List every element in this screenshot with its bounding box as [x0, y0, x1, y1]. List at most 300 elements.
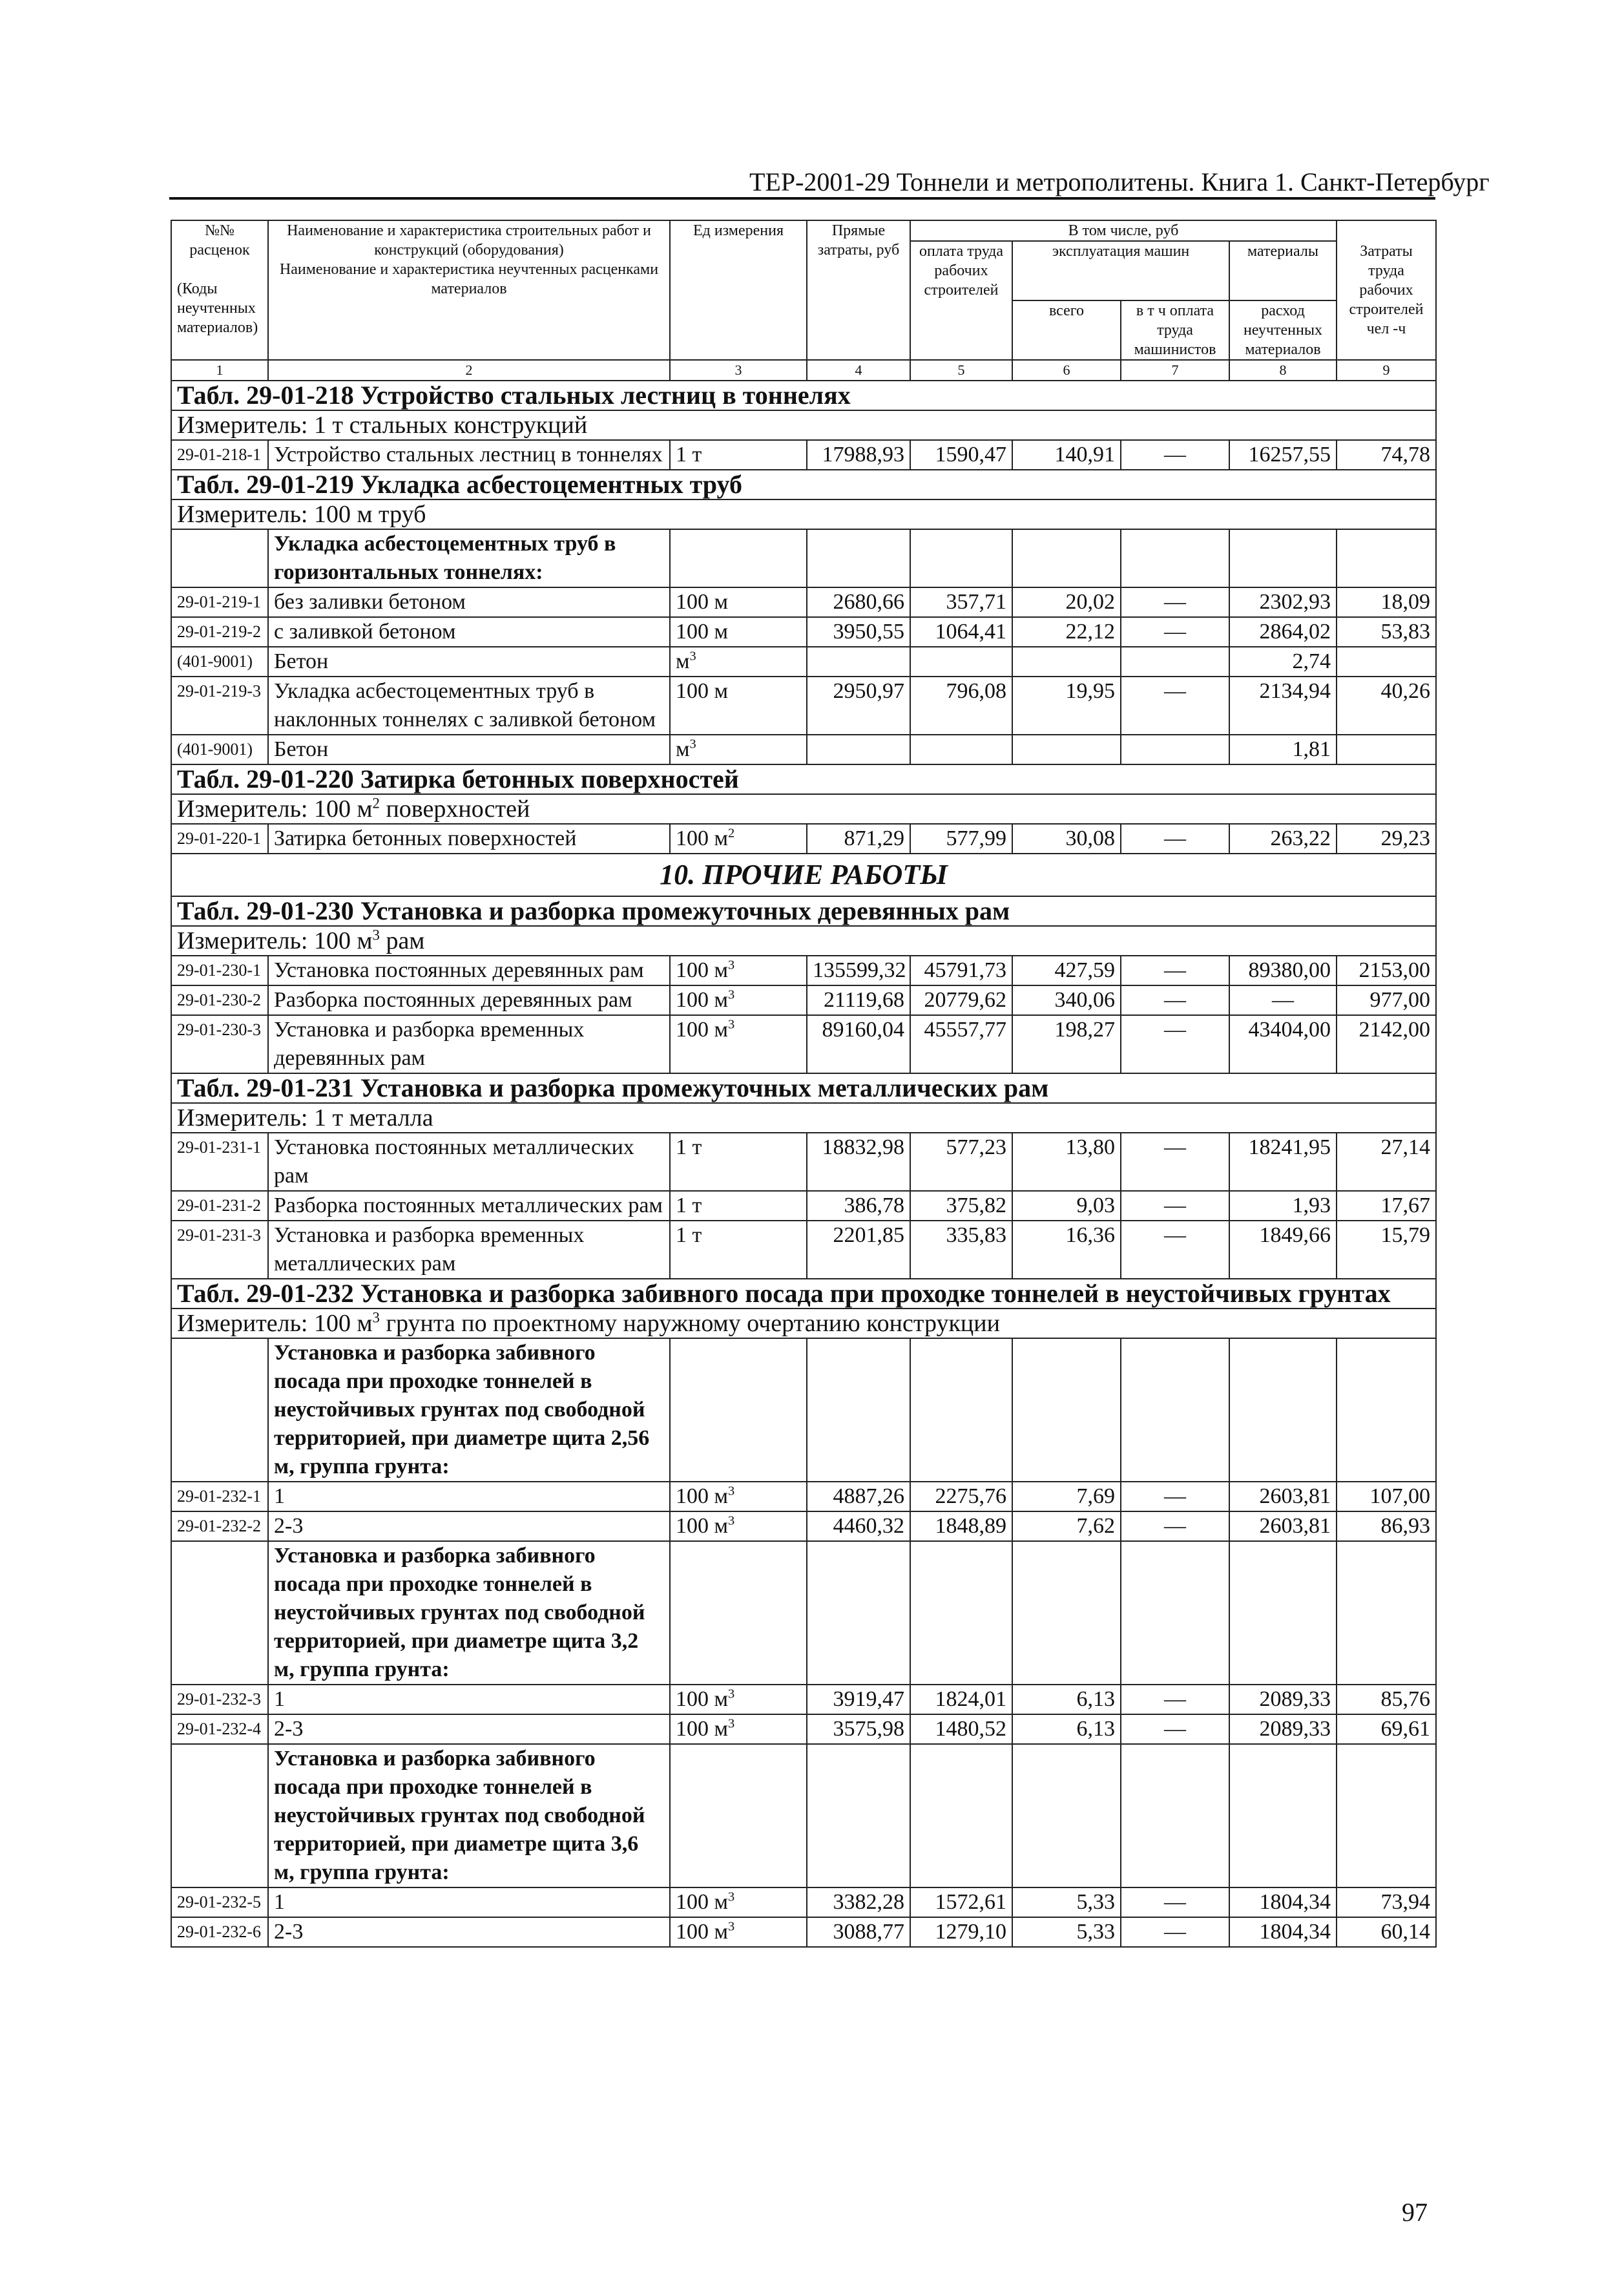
- unit-text: 100 м: [676, 1890, 729, 1914]
- table-row: [171, 1685, 1436, 1714]
- table-row: [171, 1015, 1436, 1073]
- rate-code: 29-01-231-2: [171, 1191, 268, 1221]
- direct-cost: 386,78: [807, 1191, 910, 1221]
- rate-code: 29-01-232-2: [171, 1511, 268, 1541]
- machines-total: 13,80: [1012, 1133, 1121, 1191]
- unit-text: 100 м: [676, 679, 729, 703]
- materials-cost: 1,81: [1229, 735, 1337, 764]
- header-direct-cost-column: Прямые затраты, руб: [807, 220, 910, 360]
- direct-cost: 135599,32: [807, 956, 910, 985]
- group-empty-cell: [1229, 1541, 1337, 1685]
- group-empty-cell: [670, 529, 807, 587]
- labor-hours: 107,00: [1337, 1482, 1436, 1511]
- materials-cost: 1,93: [1229, 1191, 1337, 1221]
- unit-text: 100 м: [676, 826, 729, 850]
- labor-hours: 27,14: [1337, 1133, 1436, 1191]
- direct-cost: 18832,98: [807, 1133, 910, 1191]
- machinists-pay: —: [1121, 1133, 1229, 1191]
- work-name: с заливкой бетоном: [268, 617, 670, 647]
- direct-cost: 21119,68: [807, 985, 910, 1015]
- measure-tail: грунта по проектному наружному очертанию конструкции: [379, 1310, 1000, 1337]
- unit-superscript: 3: [728, 1017, 735, 1032]
- unit-text: 100 м: [676, 1687, 729, 1711]
- labor-hours: 15,79: [1337, 1221, 1436, 1279]
- section-title: Табл. 29-01-232 Установка и разборка забивного посада при проходке тоннелей в неустойчивых грунтах: [171, 1279, 1436, 1309]
- measure-label: Измеритель: 100 м: [177, 1310, 373, 1337]
- measure-row: [171, 794, 1436, 824]
- work-name: Бетон: [268, 647, 670, 677]
- group-empty-cell: [1337, 1541, 1436, 1685]
- header-labor-pay-column: оплата труда рабочих строителей: [910, 241, 1012, 360]
- group-empty-cell: [807, 1338, 910, 1482]
- unit-cell: [670, 1221, 807, 1279]
- direct-cost: 871,29: [807, 824, 910, 854]
- machinists-pay: —: [1121, 1015, 1229, 1073]
- unit-cell: [670, 1685, 807, 1714]
- measure-text: [171, 794, 1436, 824]
- rate-code: 29-01-232-4: [171, 1714, 268, 1744]
- unit-text: м: [676, 649, 690, 673]
- labor-pay: 1279,10: [910, 1917, 1012, 1947]
- materials-cost: —: [1229, 985, 1337, 1015]
- materials-cost: 1849,66: [1229, 1221, 1337, 1279]
- work-name: Установка и разборка временных металлических рам: [268, 1221, 670, 1279]
- page-number: 97: [1402, 2198, 1428, 2227]
- table-row: [171, 1482, 1436, 1511]
- labor-pay: 1590,47: [910, 440, 1012, 470]
- direct-cost: 3919,47: [807, 1685, 910, 1714]
- group-title: Установка и разборка забивного посада при проходке тоннелей в неустойчивых грунтах под свободной территорией, при диаметре щита 3,2 м, группа грунта:: [268, 1541, 670, 1685]
- price-table: [171, 220, 1437, 1948]
- materials-cost: 2603,81: [1229, 1482, 1337, 1511]
- table-row: [171, 677, 1436, 735]
- work-name: Разборка постоянных деревянных рам: [268, 985, 670, 1015]
- group-empty-cell: [1012, 1338, 1121, 1482]
- labor-pay: 45557,77: [910, 1015, 1012, 1073]
- machinists-pay: —: [1121, 824, 1229, 854]
- labor-pay: 577,99: [910, 824, 1012, 854]
- machines-total: 6,13: [1012, 1685, 1121, 1714]
- work-name: 1: [268, 1482, 670, 1511]
- machinists-pay: —: [1121, 1511, 1229, 1541]
- materials-cost: 2089,33: [1229, 1714, 1337, 1744]
- header-materials-usage-column: расход неучтенных материалов: [1229, 300, 1337, 360]
- measure-row: [171, 1103, 1436, 1133]
- work-name: 2-3: [268, 1714, 670, 1744]
- machines-total: 22,12: [1012, 617, 1121, 647]
- unit-text: 100 м: [676, 1514, 729, 1538]
- unit-text: 1 т: [676, 1223, 702, 1247]
- group-empty-cell: [670, 1744, 807, 1887]
- labor-pay: 335,83: [910, 1221, 1012, 1279]
- header-code-sublabel: расценок: [189, 242, 250, 258]
- work-name: без заливки бетоном: [268, 587, 670, 617]
- direct-cost: 2680,66: [807, 587, 910, 617]
- unit-cell: [670, 440, 807, 470]
- machines-total: [1012, 735, 1121, 764]
- group-empty-cell: [1229, 1338, 1337, 1482]
- labor-pay: 1572,61: [910, 1887, 1012, 1917]
- group-empty-cell: [910, 1338, 1012, 1482]
- machinists-pay: —: [1121, 587, 1229, 617]
- machinists-pay: —: [1121, 1191, 1229, 1221]
- group-code-spacer: [171, 1338, 268, 1482]
- direct-cost: 3575,98: [807, 1714, 910, 1744]
- unit-cell: [670, 1191, 807, 1221]
- unit-text: 100 м: [676, 620, 729, 644]
- header-materials-column: материалы: [1229, 241, 1337, 300]
- group-empty-cell: [807, 1541, 910, 1685]
- materials-cost: 1804,34: [1229, 1887, 1337, 1917]
- labor-hours: 40,26: [1337, 677, 1436, 735]
- work-name: Разборка постоянных металлических рам: [268, 1191, 670, 1221]
- labor-hours: 73,94: [1337, 1887, 1436, 1917]
- machinists-pay: —: [1121, 956, 1229, 985]
- unit-text: 1 т: [676, 443, 702, 467]
- labor-hours: 60,14: [1337, 1917, 1436, 1947]
- direct-cost: 89160,04: [807, 1015, 910, 1073]
- table-row: [171, 1191, 1436, 1221]
- header-rule: [169, 197, 1435, 200]
- measure-label: Измеритель: 100 м: [177, 795, 373, 823]
- group-title: Укладка асбестоцементных труб в горизонтальных тоннелях:: [268, 529, 670, 587]
- unit-cell: [670, 735, 807, 764]
- group-code-spacer: [171, 1541, 268, 1685]
- group-title-row: [171, 529, 1436, 587]
- header-labor-hours-column: Затраты труда рабочих строителей чел -ч: [1337, 220, 1436, 360]
- unit-cell: [670, 617, 807, 647]
- materials-cost: 2603,81: [1229, 1511, 1337, 1541]
- labor-hours: 69,61: [1337, 1714, 1436, 1744]
- unit-cell: [670, 1133, 807, 1191]
- rate-code: 29-01-219-3: [171, 677, 268, 735]
- section-title-row: [171, 470, 1436, 499]
- measure-label: Измеритель: 1 т металла: [177, 1104, 433, 1131]
- section-title: Табл. 29-01-218 Устройство стальных лестниц в тоннелях: [171, 381, 1436, 410]
- section-title-row: [171, 1279, 1436, 1309]
- header-code-column: [171, 220, 268, 360]
- unit-superscript: 3: [728, 1716, 735, 1731]
- column-number: 3: [670, 360, 807, 381]
- machines-total: 198,27: [1012, 1015, 1121, 1073]
- header-materials-name-label: Наименование и характеристика неучтенных расценками материалов: [279, 261, 659, 297]
- work-name: 1: [268, 1887, 670, 1917]
- group-empty-cell: [670, 1541, 807, 1685]
- machinists-pay: —: [1121, 1887, 1229, 1917]
- machinists-pay: —: [1121, 1482, 1229, 1511]
- unit-text: 100 м: [676, 958, 729, 982]
- unit-cell: [670, 677, 807, 735]
- work-name: Установка постоянных металлических рам: [268, 1133, 670, 1191]
- table-row: [171, 587, 1436, 617]
- labor-hours: 29,23: [1337, 824, 1436, 854]
- machinists-pay: —: [1121, 1221, 1229, 1279]
- labor-hours: [1337, 735, 1436, 764]
- header-included-group: В том числе, руб: [910, 220, 1337, 241]
- section-title: Табл. 29-01-230 Установка и разборка промежуточных деревянных рам: [171, 896, 1436, 926]
- direct-cost: 2950,97: [807, 677, 910, 735]
- column-number: 1: [171, 360, 268, 381]
- machines-total: 427,59: [1012, 956, 1121, 985]
- group-title: Установка и разборка забивного посада при проходке тоннелей в неустойчивых грунтах под свободной территорией, при диаметре щита 2,56 м, группа грунта:: [268, 1338, 670, 1482]
- measure-row: [171, 410, 1436, 440]
- labor-pay: 20779,62: [910, 985, 1012, 1015]
- table-row: [171, 647, 1436, 677]
- group-empty-cell: [1121, 1338, 1229, 1482]
- machines-total: 7,69: [1012, 1482, 1121, 1511]
- machinists-pay: [1121, 735, 1229, 764]
- table-row: [171, 440, 1436, 470]
- table-row: [171, 1221, 1436, 1279]
- direct-cost: 3088,77: [807, 1917, 910, 1947]
- machines-total: 6,13: [1012, 1714, 1121, 1744]
- unit-superscript: 2: [728, 826, 735, 841]
- header-code-materials-label: (Коды неучтенных материалов): [177, 280, 258, 336]
- group-title-row: [171, 1338, 1436, 1482]
- group-empty-cell: [1012, 1541, 1121, 1685]
- group-empty-cell: [1337, 1338, 1436, 1482]
- group-empty-cell: [910, 1541, 1012, 1685]
- labor-hours: 2142,00: [1337, 1015, 1436, 1073]
- unit-superscript: 3: [728, 1513, 735, 1528]
- labor-hours: 86,93: [1337, 1511, 1436, 1541]
- unit-text: 100 м: [676, 1920, 729, 1944]
- labor-hours: 85,76: [1337, 1685, 1436, 1714]
- unit-superscript: 3: [728, 1919, 735, 1934]
- header-machinists-pay-column: в т ч оплата труда машинистов: [1121, 300, 1229, 360]
- measure-superscript: 2: [372, 795, 380, 812]
- direct-cost: 3382,28: [807, 1887, 910, 1917]
- unit-cell: [670, 1917, 807, 1947]
- unit-superscript: 3: [728, 1889, 735, 1904]
- group-empty-cell: [1012, 529, 1121, 587]
- group-empty-cell: [807, 1744, 910, 1887]
- rate-code: 29-01-230-3: [171, 1015, 268, 1073]
- unit-superscript: 3: [689, 649, 696, 664]
- materials-cost: 16257,55: [1229, 440, 1337, 470]
- header-name-label: Наименование и характеристика строительных работ и конструкций (оборудования): [287, 222, 651, 258]
- machinists-pay: —: [1121, 1685, 1229, 1714]
- rate-code: 29-01-232-1: [171, 1482, 268, 1511]
- rate-code: 29-01-219-2: [171, 617, 268, 647]
- machines-total: 5,33: [1012, 1917, 1121, 1947]
- labor-pay: 45791,73: [910, 956, 1012, 985]
- direct-cost: 3950,55: [807, 617, 910, 647]
- unit-text: м: [676, 737, 690, 761]
- column-number: 9: [1337, 360, 1436, 381]
- measure-text: [171, 1309, 1436, 1338]
- measure-label: Измеритель: 100 м труб: [177, 501, 426, 528]
- table-row: [171, 824, 1436, 854]
- header-unit-column: Ед измерения: [670, 220, 807, 360]
- group-empty-cell: [1229, 1744, 1337, 1887]
- table-row: [171, 1714, 1436, 1744]
- labor-pay: [910, 735, 1012, 764]
- machinists-pay: —: [1121, 617, 1229, 647]
- labor-pay: 1824,01: [910, 1685, 1012, 1714]
- measure-row: [171, 499, 1436, 529]
- table-row: [171, 1511, 1436, 1541]
- unit-cell: [670, 1015, 807, 1073]
- work-name: 2-3: [268, 1917, 670, 1947]
- labor-hours: 17,67: [1337, 1191, 1436, 1221]
- work-name: Установка и разборка временных деревянных рам: [268, 1015, 670, 1073]
- machinists-pay: —: [1121, 1917, 1229, 1947]
- direct-cost: 4460,32: [807, 1511, 910, 1541]
- machinists-pay: —: [1121, 985, 1229, 1015]
- work-name: Устройство стальных лестниц в тоннелях: [268, 440, 670, 470]
- labor-hours: 53,83: [1337, 617, 1436, 647]
- labor-hours: 977,00: [1337, 985, 1436, 1015]
- rate-code: (401-9001): [171, 647, 268, 677]
- measure-row: [171, 1309, 1436, 1338]
- group-code-spacer: [171, 1744, 268, 1887]
- table-row: [171, 617, 1436, 647]
- labor-hours: 18,09: [1337, 587, 1436, 617]
- section-title-row: [171, 1073, 1436, 1103]
- machines-total: 340,06: [1012, 985, 1121, 1015]
- rate-code: 29-01-230-2: [171, 985, 268, 1015]
- unit-cell: [670, 1887, 807, 1917]
- machinists-pay: —: [1121, 677, 1229, 735]
- table-header-row: [171, 220, 1436, 241]
- group-title-row: [171, 1744, 1436, 1887]
- unit-text: 100 м: [676, 590, 729, 614]
- measure-superscript: 3: [372, 927, 380, 943]
- direct-cost: 17988,93: [807, 440, 910, 470]
- unit-superscript: 3: [728, 1687, 735, 1701]
- direct-cost: 2201,85: [807, 1221, 910, 1279]
- work-name: Бетон: [268, 735, 670, 764]
- labor-pay: 1848,89: [910, 1511, 1012, 1541]
- work-name: Затирка бетонных поверхностей: [268, 824, 670, 854]
- materials-cost: 89380,00: [1229, 956, 1337, 985]
- labor-pay: 577,23: [910, 1133, 1012, 1191]
- unit-cell: [670, 824, 807, 854]
- unit-text: 1 т: [676, 1193, 702, 1217]
- table-row: [171, 956, 1436, 985]
- table-row: [171, 985, 1436, 1015]
- unit-cell: [670, 1511, 807, 1541]
- section-title-row: [171, 896, 1436, 926]
- labor-pay: 357,71: [910, 587, 1012, 617]
- unit-text: 100 м: [676, 1018, 729, 1042]
- materials-cost: 18241,95: [1229, 1133, 1337, 1191]
- unit-cell: [670, 1714, 807, 1744]
- materials-cost: 43404,00: [1229, 1015, 1337, 1073]
- measure-label: Измеритель: 100 м: [177, 927, 373, 954]
- section-title: Табл. 29-01-231 Установка и разборка промежуточных металлических рам: [171, 1073, 1436, 1103]
- group-title: Установка и разборка забивного посада при проходке тоннелей в неустойчивых грунтах под свободной территорией, при диаметре щита 3,6 м, группа грунта:: [268, 1744, 670, 1887]
- machinists-pay: —: [1121, 1714, 1229, 1744]
- labor-pay: 1064,41: [910, 617, 1012, 647]
- rate-code: 29-01-230-1: [171, 956, 268, 985]
- measure-text: [171, 410, 1436, 440]
- group-empty-cell: [1337, 1744, 1436, 1887]
- measure-text: [171, 1103, 1436, 1133]
- machines-total: 7,62: [1012, 1511, 1121, 1541]
- machines-total: 19,95: [1012, 677, 1121, 735]
- unit-cell: [670, 587, 807, 617]
- group-empty-cell: [1012, 1744, 1121, 1887]
- part-title: 10. ПРОЧИЕ РАБОТЫ: [171, 854, 1436, 896]
- column-number: 2: [268, 360, 670, 381]
- direct-cost: [807, 647, 910, 677]
- machines-total: 140,91: [1012, 440, 1121, 470]
- group-empty-cell: [670, 1338, 807, 1482]
- group-empty-cell: [1121, 1744, 1229, 1887]
- labor-pay: 375,82: [910, 1191, 1012, 1221]
- column-number: 5: [910, 360, 1012, 381]
- part-title-row: [171, 854, 1436, 896]
- group-code-spacer: [171, 529, 268, 587]
- work-name: Укладка асбестоцементных труб в наклонных тоннелях с заливкой бетоном: [268, 677, 670, 735]
- table-row: [171, 1917, 1436, 1947]
- unit-text: 1 т: [676, 1135, 702, 1159]
- measure-label: Измеритель: 1 т стальных конструкций: [177, 412, 588, 439]
- section-title-row: [171, 764, 1436, 794]
- labor-pay: 2275,76: [910, 1482, 1012, 1511]
- section-title-row: [171, 381, 1436, 410]
- rate-code: 29-01-218-1: [171, 440, 268, 470]
- unit-cell: [670, 985, 807, 1015]
- machinists-pay: [1121, 647, 1229, 677]
- section-title: Табл. 29-01-219 Укладка асбестоцементных труб: [171, 470, 1436, 499]
- rate-code: 29-01-231-1: [171, 1133, 268, 1191]
- unit-text: 100 м: [676, 1484, 729, 1508]
- group-empty-cell: [910, 1744, 1012, 1887]
- machines-total: 20,02: [1012, 587, 1121, 617]
- labor-pay: [910, 647, 1012, 677]
- group-empty-cell: [807, 529, 910, 587]
- measure-row: [171, 926, 1436, 956]
- materials-cost: 2302,93: [1229, 587, 1337, 617]
- unit-cell: [670, 1482, 807, 1511]
- unit-cell: [670, 956, 807, 985]
- rate-code: 29-01-232-5: [171, 1887, 268, 1917]
- machines-total: [1012, 647, 1121, 677]
- materials-cost: 1804,34: [1229, 1917, 1337, 1947]
- rate-code: 29-01-232-3: [171, 1685, 268, 1714]
- group-empty-cell: [1337, 529, 1436, 587]
- materials-cost: 2864,02: [1229, 617, 1337, 647]
- measure-superscript: 3: [372, 1309, 380, 1326]
- document-header: ТЕР-2001-29 Тоннели и метрополитены. Книга 1. Санкт-Петербург: [749, 167, 1490, 196]
- header-machines-total-column: всего: [1012, 300, 1121, 360]
- unit-text: 100 м: [676, 1717, 729, 1741]
- materials-cost: 2134,94: [1229, 677, 1337, 735]
- rate-code: (401-9001): [171, 735, 268, 764]
- unit-superscript: 3: [728, 1484, 735, 1498]
- group-title-row: [171, 1541, 1436, 1685]
- measure-tail: поверхностей: [379, 795, 530, 823]
- column-number: 8: [1229, 360, 1337, 381]
- machines-total: 30,08: [1012, 824, 1121, 854]
- unit-cell: [670, 647, 807, 677]
- unit-text: 100 м: [676, 988, 729, 1012]
- rate-code: 29-01-220-1: [171, 824, 268, 854]
- header-code-label: №№: [205, 222, 234, 239]
- unit-superscript: 3: [728, 958, 735, 972]
- measure-text: [171, 499, 1436, 529]
- rate-code: 29-01-231-3: [171, 1221, 268, 1279]
- labor-hours: 2153,00: [1337, 956, 1436, 985]
- group-empty-cell: [1121, 529, 1229, 587]
- header-name-column: [268, 220, 670, 360]
- measure-text: [171, 926, 1436, 956]
- unit-superscript: 3: [728, 987, 735, 1002]
- table-row: [171, 735, 1436, 764]
